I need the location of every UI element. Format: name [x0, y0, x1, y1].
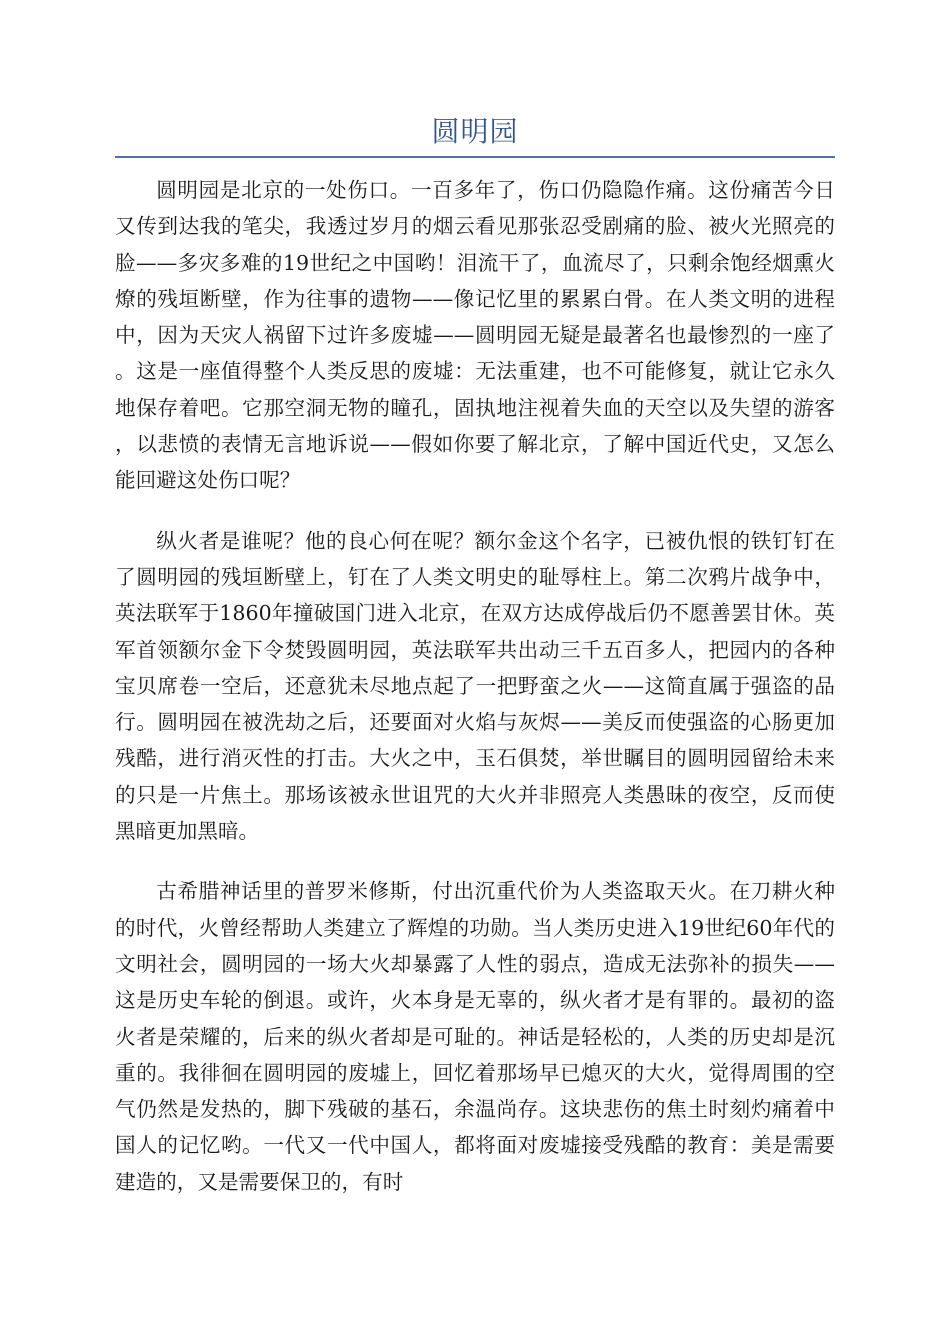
paragraph-3: 古希腊神话里的普罗米修斯，付出沉重代价为人类盗取天火。在刀耕火种的时代，火曾经帮助人类建立了辉煌的功勋。当人类历史进入19世纪60年代的文明社会，圆明园的一场大火却暴露了人性的弱点，造成无法弥补的损失——这是历史车轮的倒退。或许，火本身是无辜的，纵火者才是有罪的。最初的盗火者是荣耀的，后来的纵火者却是可耻的。神话是轻松的，人类的历史却是沉重的。我徘徊在圆明园的废墟上，回忆着那场早已熄灭的大火，觉得周围的空气仍然是发热的，脚下残破的基石，余温尚存。这块悲伤的焦土时刻灼痛着中国人的记忆哟。一代又一代中国人，都将面对废墟接受残酷的教育：美是需要建造的，又是需要保卫的，有时	[115, 879, 835, 1194]
article-body	[115, 172, 835, 1224]
title-block	[115, 112, 835, 158]
paragraph-2: 纵火者是谁呢？他的良心何在呢？额尔金这个名字，已被仇恨的铁钉钉在了圆明园的残垣断壁上，钉在了人类文明史的耻辱柱上。第二次鸦片战争中，英法联军于1860年撞破国门进入北京，在双方达成停战后仍不愿善罢甘休。英军首领额尔金下令焚毁圆明园，英法联军共出动三千五百多人，把园内的各种宝贝席卷一空后，还意犹未尽地点起了一把野蛮之火——这简直属于强盗的品行。圆明园在被洗劫之后，还要面对火焰与灰烬——美反而使强盗的心肠更加残酷，进行消灭性的打击。大火之中，玉石俱焚，举世瞩目的圆明园留给未来的只是一片焦土。那场该被永世诅咒的大火并非照亮人类愚昧的夜空，反而使黑暗更加黑暗。	[115, 528, 835, 844]
paragraph-1: 圆明园是北京的一处伤口。一百多年了，伤口仍隐隐作痛。这份痛苦今日又传到达我的笔尖，我透过岁月的烟云看见那张忍受剧痛的脸、被火光照亮的脸——多灾多难的19世纪之中国哟！泪流干了，血流尽了，只剩余饱经烟熏火燎的残垣断壁，作为往事的遗物——像记忆里的累累白骨。在人类文明的进程中，因为天灾人祸留下过许多废墟——圆明园无疑是最著名也最惨烈的一座了。这是一座值得整个人类反思的废墟：无法重建，也不可能修复，就让它永久地保存着吧。它那空洞无物的瞳孔，固执地注视着失血的天空以及失望的游客，以悲愤的表情无言地诉说——假如你要了解北京，了解中国近代史，又怎么能回避这处伤口呢？	[115, 178, 835, 493]
page-title: 圆明园	[431, 115, 519, 148]
